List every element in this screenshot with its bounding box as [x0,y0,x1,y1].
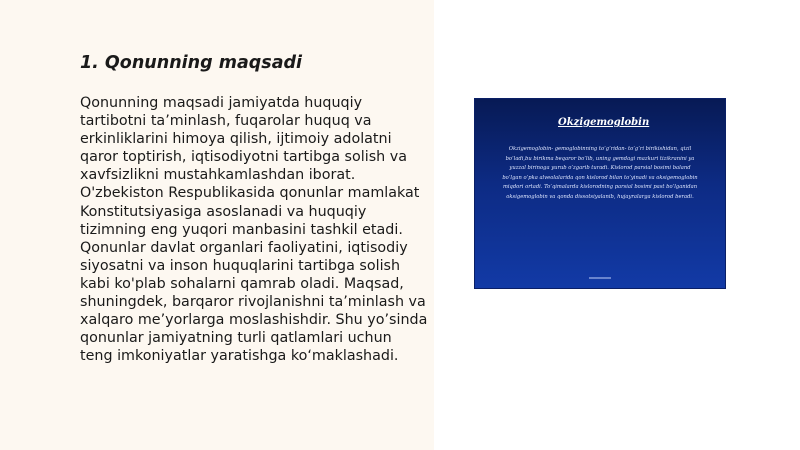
slide-title: Okzigemoglobin [558,117,650,128]
slide-body-text: Okzigemoglobin- gemoglobinning to’g’ridan- to’g’ri birikishidan, qizil bo’ladi,bu birikma beqaror bo’lib, uning gemdagi mazkuri tizikranini ya yuzzal birinoga yurub o’zgarib turadi. Kislorod parsial bosimi baland bo’lgan o’pka alveolalarida qon kislorod bilan to’yinadi va oksigemoglobin miqdori ortadi. To’qimalarda kislorodning parsial bosimi past bo’lganidan oksigemoglobin va qonda dissotsiyalanib, hujayralarga kislorod beradi. [502,146,698,200]
section-heading: 1. Qonunning maqsadi [80,53,303,73]
slide-image [475,99,725,288]
body-paragraph: Qonunning maqsadi jamiyatda huquqiy tartibotni ta’minlash, fuqarolar huquq va erkinliklarini himoya qilish, ijtimoiy adolatni qaror toptirish, iqtisodiyotni tartibga solish va xavfsizlikni mustahkamlashdan iborat. O'zbekiston Respublikasida qonunlar mamlakat Konstitutsiyasiga asoslanadi va huquqiy tizimning eng yuqori manbasini tashkil etadi. Qonunlar davlat organlari faoliyatini, iqtisodiy siyosatni va inson huquqlarini tartibga solish kabi ko'plab sohalarni qamrab oladi. Maqsad, shuningdek, barqaror rivojlanishni ta’minlash va xalqaro me’yorlarga moslashishdir. Shu yo’sinda qonunlar jamiyatning turli qatlamlari uchun teng imkoniyatlar yaratishga ko‘maklashadi. [80,95,428,365]
slide-footer-mark [589,277,611,279]
